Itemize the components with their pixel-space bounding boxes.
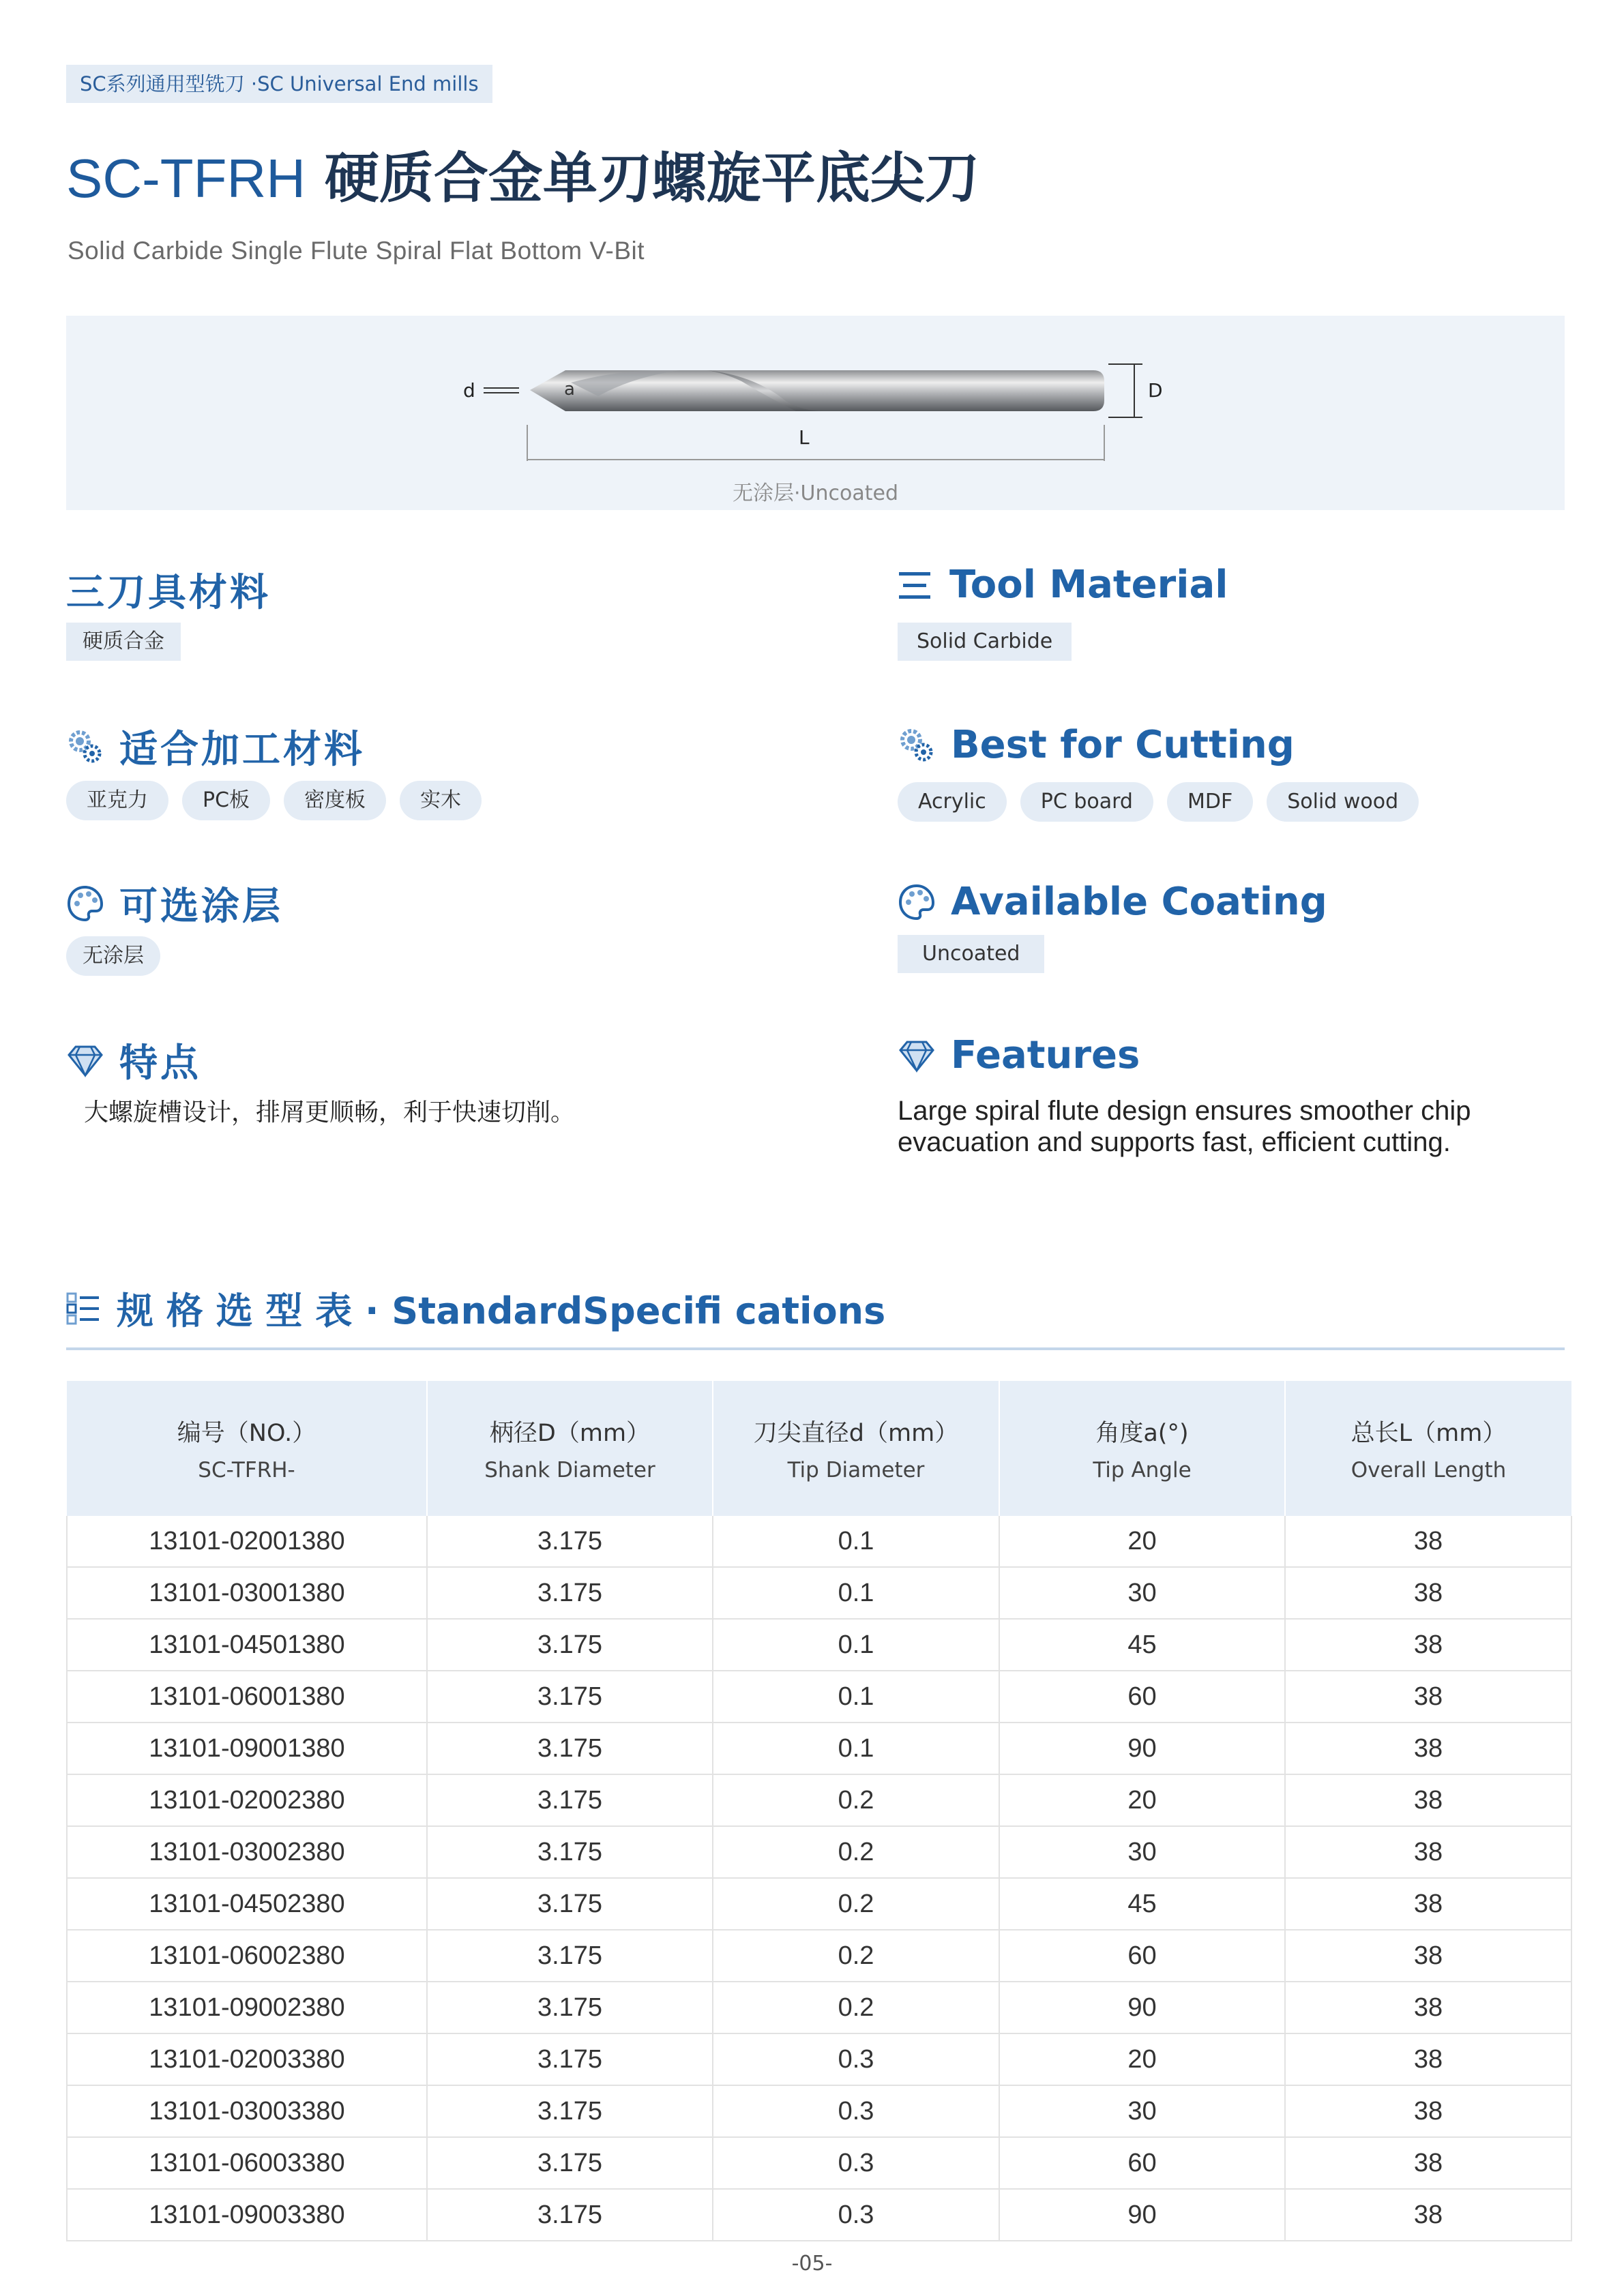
table-cell: 3.175 — [427, 1567, 713, 1619]
material-pill: 实木 — [400, 781, 482, 820]
table-cell: 3.175 — [427, 1826, 713, 1878]
table-cell: 0.1 — [713, 1567, 999, 1619]
column-header: 编号（NO.） SC-TFRH- — [67, 1381, 427, 1516]
table-cell: 0.1 — [713, 1516, 999, 1567]
table-cell: 3.175 — [427, 1671, 713, 1723]
table-row — [67, 1567, 1571, 1619]
best-cutting-list-cn — [66, 781, 495, 820]
table-cell: 0.2 — [713, 1826, 999, 1878]
page-title — [66, 141, 979, 216]
table-row — [67, 2137, 1571, 2189]
table-cell: 90 — [999, 1723, 1285, 1774]
table-cell: 3.175 — [427, 2189, 713, 2241]
table-cell: 0.2 — [713, 1930, 999, 1982]
table-cell: 3.175 — [427, 1723, 713, 1774]
tool-material-heading-cn: 三刀具材料 — [66, 571, 271, 615]
table-cell: 90 — [999, 1982, 1285, 2033]
features-text-en: Large spiral flute design ensures smoother chip evacuation and supports fast, efficient cutting. — [898, 1096, 1471, 1157]
title-model: SC-TFRH — [66, 148, 306, 209]
table-cell: 30 — [999, 1567, 1285, 1619]
table-cell: 13101-09003380 — [67, 2189, 427, 2241]
specs-divider — [66, 1347, 1565, 1350]
tool-material-value-en: Solid Carbide — [898, 623, 1072, 661]
dim-label-d: d — [463, 379, 475, 402]
table-cell: 60 — [999, 2137, 1285, 2189]
coating-heading-cn: 可选涂层 — [66, 876, 283, 931]
material-pill: 密度板 — [284, 781, 386, 820]
drawing-caption: 无涂层·Uncoated — [732, 481, 898, 505]
material-pill: Solid wood — [1267, 782, 1419, 822]
table-cell: 13101-06002380 — [67, 1930, 427, 1982]
table-cell: 20 — [999, 1774, 1285, 1826]
table-cell: 38 — [1285, 2085, 1571, 2137]
diamond-icon — [898, 1037, 936, 1075]
table-cell: 45 — [999, 1878, 1285, 1930]
features-text-cn: 大螺旋槽设计，排屑更顺畅，利于快速切削。 — [84, 1099, 576, 1127]
dim-label-L: L — [799, 426, 810, 449]
column-header: 柄径D（mm） Shank Diameter — [427, 1381, 713, 1516]
best-cutting-list-en — [898, 782, 1432, 822]
table-cell: 3.175 — [427, 2033, 713, 2085]
coating-heading-en: Available Coating — [898, 880, 1327, 924]
table-row — [67, 1671, 1571, 1723]
palette-icon — [898, 883, 936, 921]
table-cell: 38 — [1285, 1982, 1571, 2033]
dim-label-a: a — [564, 379, 575, 400]
column-header: 总长L（mm） Overall Length — [1285, 1381, 1571, 1516]
table-cell: 20 — [999, 2033, 1285, 2085]
best-cutting-heading-cn: 适合加工材料 — [66, 719, 365, 774]
table-cell: 0.1 — [713, 1671, 999, 1723]
table-cell: 38 — [1285, 2033, 1571, 2085]
table-cell: 0.2 — [713, 1878, 999, 1930]
table-row — [67, 2189, 1571, 2241]
tool-material-value-cn: 硬质合金 — [66, 623, 181, 661]
table-cell: 38 — [1285, 2137, 1571, 2189]
table-row — [67, 1723, 1571, 1774]
material-pill: PC板 — [182, 781, 270, 820]
table-cell: 60 — [999, 1671, 1285, 1723]
table-cell: 13101-02002380 — [67, 1774, 427, 1826]
table-cell: 0.1 — [713, 1619, 999, 1671]
table-row — [67, 1516, 1571, 1567]
table-cell: 60 — [999, 1930, 1285, 1982]
gears-icon — [898, 726, 936, 764]
table-cell: 0.3 — [713, 2189, 999, 2241]
table-cell: 38 — [1285, 1567, 1571, 1619]
list-icon — [66, 1292, 100, 1326]
table-row — [67, 1826, 1571, 1878]
table-cell: 13101-03002380 — [67, 1826, 427, 1878]
table-cell: 0.2 — [713, 1982, 999, 2033]
table-cell: 3.175 — [427, 2085, 713, 2137]
table-cell: 38 — [1285, 1671, 1571, 1723]
table-cell: 38 — [1285, 1723, 1571, 1774]
table-cell: 38 — [1285, 1878, 1571, 1930]
table-cell: 0.3 — [713, 2085, 999, 2137]
table-cell: 45 — [999, 1619, 1285, 1671]
table-row — [67, 2033, 1571, 2085]
features-heading-cn: 特点 — [66, 1033, 201, 1088]
table-row — [67, 1982, 1571, 2033]
table-cell: 38 — [1285, 1826, 1571, 1878]
table-cell: 38 — [1285, 1516, 1571, 1567]
dim-label-D: D — [1148, 379, 1163, 402]
table-cell: 13101-04501380 — [67, 1619, 427, 1671]
table-cell: 30 — [999, 2085, 1285, 2137]
table-row — [67, 2085, 1571, 2137]
material-pill: 亚克力 — [66, 781, 168, 820]
table-cell: 13101-02003380 — [67, 2033, 427, 2085]
title-cn: 硬质合金单刃螺旋平底尖刀 — [324, 147, 979, 210]
table-cell: 13101-03003380 — [67, 2085, 427, 2137]
best-cutting-heading-en: Best for Cutting — [898, 723, 1295, 767]
table-cell: 90 — [999, 2189, 1285, 2241]
table-cell: 13101-02001380 — [67, 1516, 427, 1567]
table-cell: 13101-06003380 — [67, 2137, 427, 2189]
diamond-icon — [66, 1041, 104, 1079]
features-heading-en: Features — [898, 1033, 1140, 1077]
table-cell: 0.1 — [713, 1723, 999, 1774]
tool-material-heading-en: Tool Material — [898, 563, 1228, 607]
table-cell: 0.3 — [713, 2137, 999, 2189]
table-header-row — [67, 1381, 1571, 1516]
page-subtitle: Solid Carbide Single Flute Spiral Flat Bottom V-Bit — [68, 237, 645, 265]
series-tag: SC系列通用型铣刀 ·SC Universal End mills — [66, 65, 492, 103]
table-cell: 13101-06001380 — [67, 1671, 427, 1723]
table-cell: 3.175 — [427, 1774, 713, 1826]
table-cell: 30 — [999, 1826, 1285, 1878]
table-cell: 38 — [1285, 1930, 1571, 1982]
table-cell: 20 — [999, 1516, 1285, 1567]
tool-drawing — [66, 316, 1565, 476]
table-cell: 3.175 — [427, 1878, 713, 1930]
table-cell: 3.175 — [427, 1982, 713, 2033]
material-pill: MDF — [1167, 782, 1253, 822]
table-cell: 38 — [1285, 1619, 1571, 1671]
table-cell: 13101-09001380 — [67, 1723, 427, 1774]
column-header: 角度a(°) Tip Angle — [999, 1381, 1285, 1516]
palette-icon — [66, 884, 104, 923]
table-cell: 38 — [1285, 1774, 1571, 1826]
tool-drawing-panel — [66, 316, 1565, 510]
three-lines-icon — [898, 568, 932, 602]
column-header: 刀尖直径d（mm） Tip Diameter — [713, 1381, 999, 1516]
table-row — [67, 1619, 1571, 1671]
table-cell: 3.175 — [427, 1516, 713, 1567]
coating-value-en: Uncoated — [898, 935, 1044, 973]
coating-value-cn: 无涂层 — [66, 936, 174, 976]
table-row — [67, 1774, 1571, 1826]
table-cell: 13101-09002380 — [67, 1982, 427, 2033]
table-cell: 13101-03001380 — [67, 1567, 427, 1619]
table-cell: 0.3 — [713, 2033, 999, 2085]
table-row — [67, 1930, 1571, 1982]
table-cell: 3.175 — [427, 1619, 713, 1671]
table-cell: 3.175 — [427, 1930, 713, 1982]
table-cell: 13101-04502380 — [67, 1878, 427, 1930]
material-pill: Acrylic — [898, 782, 1007, 822]
page-number: -05- — [791, 2252, 833, 2276]
specs-heading: 规 格 选 型 表 · StandardSpecifi cations — [66, 1282, 885, 1335]
gears-icon — [66, 728, 104, 766]
material-pill: PC board — [1020, 782, 1153, 822]
table-row — [67, 1878, 1571, 1930]
table-cell: 3.175 — [427, 2137, 713, 2189]
table-cell: 0.2 — [713, 1774, 999, 1826]
specs-table — [66, 1381, 1572, 2241]
table-cell: 38 — [1285, 2189, 1571, 2241]
